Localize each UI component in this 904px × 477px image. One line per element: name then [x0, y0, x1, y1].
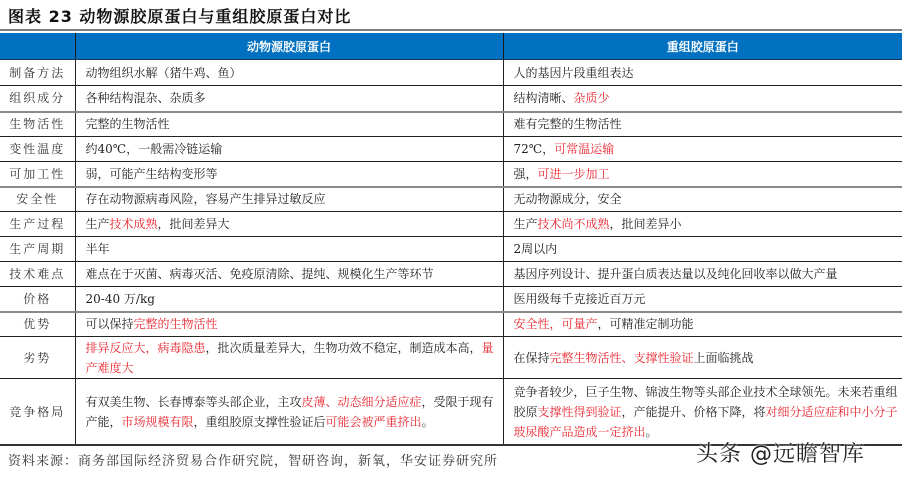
cell-text: 人的基因片段重组表达: [513, 65, 634, 80]
recombinant-cell: [503, 337, 902, 379]
table-row: [0, 287, 902, 312]
cell-text: ，重组胶原支撑性验证后: [193, 414, 326, 429]
animal-cell: [75, 262, 503, 287]
cell-text: 上面临挑战: [693, 350, 754, 365]
highlight-text: 安全性，可量产: [513, 317, 598, 332]
cell-text: 难点在于灭菌、病毒灭活、免疫原清除、提纯、规模化生产等环节: [85, 267, 434, 281]
header-recombinant-collagen: 重组胶原蛋白: [503, 33, 902, 60]
source-note: 资料来源：商务部国际经济贸易合作研究院，智研咨询，新氧，华安证券研究所: [8, 454, 499, 469]
table-row: [0, 262, 902, 287]
highlight-text: 市场规模有限: [121, 414, 194, 429]
cell-text: 强，: [513, 166, 538, 181]
cell-text: 存在动物源病毒风险，容易产生排异过敏反应: [85, 192, 326, 207]
row-label: 价格: [0, 287, 75, 312]
animal-cell: [75, 287, 503, 312]
row-label: 生产过程: [0, 212, 75, 237]
row-label: 变性温度: [0, 137, 75, 162]
row-label: 生产周期: [0, 237, 75, 262]
cell-text: 可以保持: [85, 317, 134, 332]
animal-cell: [75, 86, 503, 112]
highlight-text: 排异反应大，病毒隐患: [85, 340, 206, 355]
animal-cell: [75, 60, 503, 86]
cell-text: 医用级每千克接近百万元: [513, 291, 646, 306]
highlight-text: 可进一步加工: [537, 166, 610, 181]
header-animal-collagen: 动物源胶原蛋白: [75, 33, 503, 60]
cell-text: 。: [645, 424, 658, 439]
cell-text: 在保持: [513, 350, 550, 365]
animal-cell: [75, 379, 503, 445]
table-row: [0, 337, 902, 379]
cell-text: ，批间差异小: [609, 217, 682, 231]
highlight-text: 技术成熟: [109, 217, 158, 231]
row-label: 竞争格局: [0, 379, 75, 445]
table-row: [0, 112, 902, 137]
figure-title: 图表 23 动物源胶原蛋白与重组胶原蛋白对比: [8, 7, 352, 26]
highlight-text: 对细分适应症和中小分子玻尿酸产品造成一定挤出: [513, 404, 898, 439]
cell-text: ，批次质量差异大，生物功效不稳定，制造成本高，: [205, 340, 482, 355]
cell-text: 72℃，: [513, 142, 555, 156]
recombinant-cell: [503, 187, 902, 212]
table-row: [0, 162, 902, 187]
animal-cell: [75, 187, 503, 212]
highlight-text: 完整的生物活性: [133, 317, 218, 332]
row-label: 制备方法: [0, 60, 75, 86]
cell-text: 20-40 万/kg: [85, 291, 155, 306]
row-label: 技术难点: [0, 262, 75, 287]
cell-text: 生产: [85, 217, 110, 231]
highlight-text: 可常温运输: [554, 142, 615, 156]
recombinant-cell: [503, 86, 902, 112]
recombinant-cell: [503, 112, 902, 137]
row-label: 组织成分: [0, 86, 75, 112]
table-row: [0, 312, 902, 337]
row-label: 优势: [0, 312, 75, 337]
table-header-row: [0, 33, 902, 60]
recombinant-cell: [503, 237, 902, 262]
recombinant-cell: [503, 137, 902, 162]
cell-text: 各种结构混杂、杂质多: [85, 91, 206, 106]
recombinant-cell: [503, 212, 902, 237]
table-row: [0, 86, 902, 112]
highlight-text: 支撑性得到验证: [537, 404, 622, 419]
animal-cell: [75, 162, 503, 187]
table-row: [0, 187, 902, 212]
comparison-table: [0, 33, 902, 445]
animal-cell: [75, 337, 503, 379]
recombinant-cell: [503, 312, 902, 337]
table-row: [0, 212, 902, 237]
cell-text: 基因序列设计、提升蛋白质表达量以及纯化回收率以做大产量: [513, 267, 838, 281]
recombinant-cell: [503, 379, 902, 445]
cell-text: ，产能提升、价格下降，将: [621, 404, 766, 419]
animal-cell: [75, 112, 503, 137]
highlight-text: 杂质少: [573, 91, 610, 106]
cell-text: 生产: [513, 217, 538, 231]
cell-text: 完整的生物活性: [85, 117, 170, 132]
row-label: 安全性: [0, 187, 75, 212]
title-divider: [0, 29, 902, 31]
animal-cell: [75, 212, 503, 237]
row-label: 可加工性: [0, 162, 75, 187]
recombinant-cell: [503, 60, 902, 86]
highlight-text: 量产难度大: [85, 340, 494, 375]
table-row: [0, 60, 902, 86]
cell-text: ，受限于现有产能，: [85, 394, 494, 429]
cell-text: 无动物源成分，安全: [513, 192, 622, 207]
cell-text: 约40℃，一般需冷链运输: [85, 142, 223, 156]
cell-text: ，可精准定制功能: [597, 317, 694, 332]
recombinant-cell: [503, 162, 902, 187]
table-row: [0, 137, 902, 162]
cell-text: 动物组织水解（猪牛鸡、鱼）: [85, 65, 242, 80]
animal-cell: [75, 237, 503, 262]
cell-text: 2周以内: [513, 242, 558, 256]
cell-text: 难有完整的生物活性: [513, 117, 622, 132]
header-label-column: [0, 33, 75, 60]
highlight-text: 完整生物活性、支撑性验证: [549, 350, 694, 365]
cell-text: 半年: [85, 242, 110, 256]
row-label: 劣势: [0, 337, 75, 379]
cell-text: 结构清晰、: [513, 91, 574, 106]
animal-cell: [75, 312, 503, 337]
table-row: [0, 379, 902, 445]
cell-text: 有双美生物、长春博泰等头部企业，主攻: [85, 394, 302, 409]
watermark: 头条 @远瞻智库: [696, 442, 865, 467]
cell-text: 弱，可能产生结构变形等: [85, 166, 218, 181]
highlight-text: 技术尚不成熟: [537, 217, 610, 231]
row-label: 生物活性: [0, 112, 75, 137]
table-body: [0, 60, 902, 445]
cell-text: ，批间差异大: [157, 217, 230, 231]
highlight-text: 皮薄、动态细分适应症: [301, 394, 422, 409]
recombinant-cell: [503, 287, 902, 312]
cell-text: 竞争者较少，巨子生物、锦波生物等头部企业技术全球领先。未来若重组胶原: [513, 384, 898, 419]
animal-cell: [75, 137, 503, 162]
recombinant-cell: [503, 262, 902, 287]
cell-text: 。: [421, 414, 434, 429]
highlight-text: 可能会被严重挤出: [325, 414, 422, 429]
table-row: [0, 237, 902, 262]
